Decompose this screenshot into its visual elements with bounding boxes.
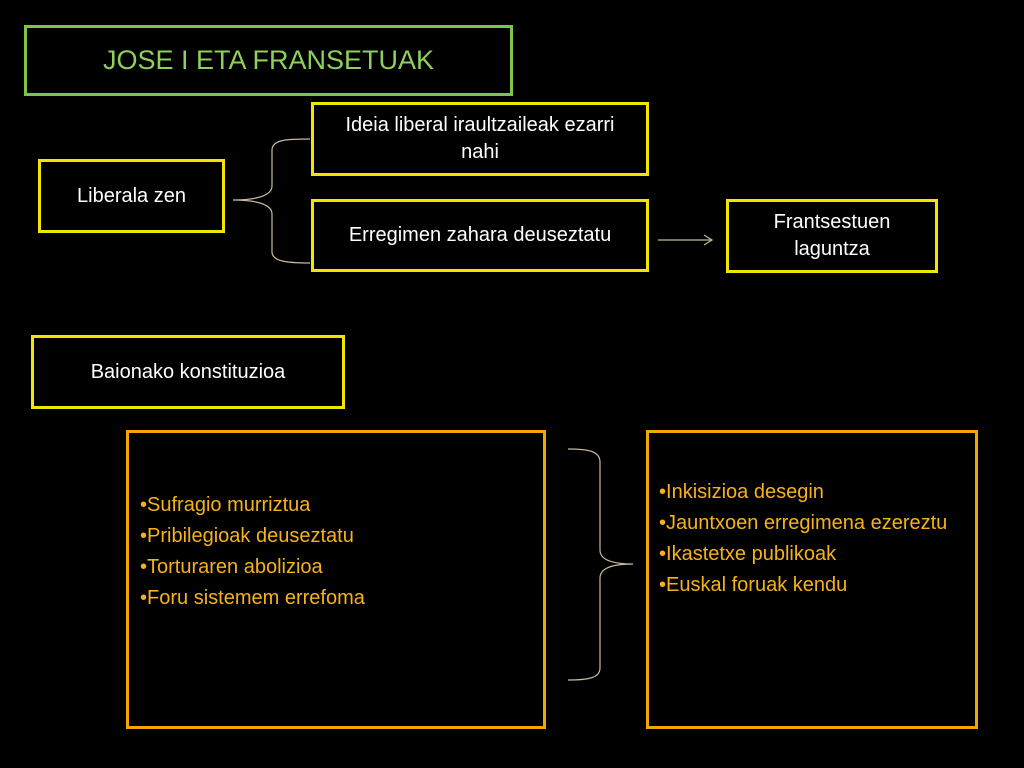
frantsestuen-label: Frantsestuen laguntza bbox=[773, 211, 891, 260]
list-item: • Pribilegioak deuseztatu bbox=[140, 521, 365, 552]
bottom-brace bbox=[568, 449, 633, 680]
list-item: • Foru sistemem errefoma bbox=[140, 583, 365, 614]
list-item: • Torturaren abolizioa bbox=[140, 552, 365, 583]
erregimen-label: Erregimen zahara deuseztatu bbox=[348, 224, 612, 246]
list-item: • Jauntxoen erregimena ezereztu bbox=[659, 508, 947, 539]
list-item: • Ikastetxe publikoak bbox=[659, 539, 947, 570]
baiona-label: Baionako konstituzioa bbox=[90, 360, 286, 383]
page-title: JOSE I ETA FRANSETUAK bbox=[102, 45, 435, 75]
liberala-label: Liberala zen bbox=[77, 184, 186, 207]
ideia-label: Ideia liberal iraultzaileak ezarri nahi bbox=[345, 114, 615, 163]
list-item: • Euskal foruak kendu bbox=[659, 570, 947, 601]
list-item: • Inkisizioa desegin bbox=[659, 477, 947, 508]
list-item: • Sufragio murriztua bbox=[140, 490, 365, 521]
top-brace bbox=[233, 139, 310, 263]
